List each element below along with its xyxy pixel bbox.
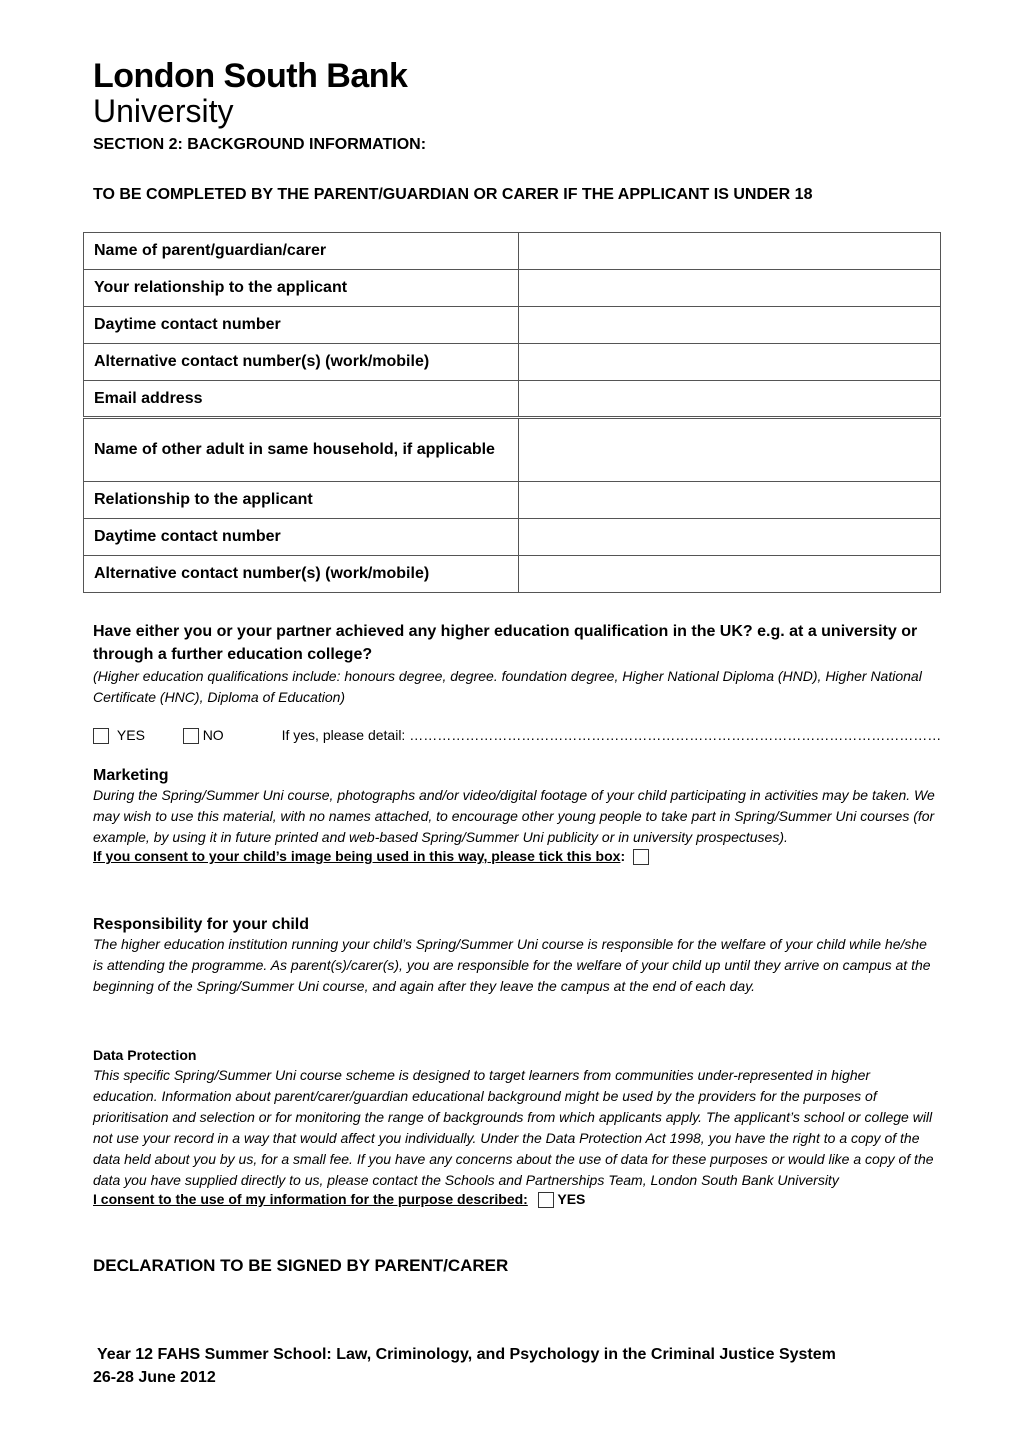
- no-label: NO: [202, 727, 224, 743]
- table-row: [84, 556, 941, 593]
- row-label: Daytime contact number: [84, 307, 519, 344]
- marketing-consent-line: [93, 848, 938, 865]
- marketing-consent-text: If you consent to your child’s image being used in this way, please tick this box: [93, 848, 621, 864]
- row-value-field[interactable]: [519, 418, 941, 482]
- marketing-section: [93, 767, 938, 865]
- row-value-field[interactable]: [519, 270, 941, 307]
- data-protection-consent-line: [93, 1191, 938, 1208]
- table-row: [84, 482, 941, 519]
- row-label: Your relationship to the applicant: [84, 270, 519, 307]
- section-subtitle: TO BE COMPLETED BY THE PARENT/GUARDIAN OR CARER IF THE APPLICANT IS UNDER 18: [93, 186, 813, 203]
- row-value-field[interactable]: [519, 482, 941, 519]
- row-label: Alternative contact number(s) (work/mobile): [84, 344, 519, 381]
- footer: [93, 1343, 836, 1389]
- marketing-text: During the Spring/Summer Uni course, photographs and/or video/digital footage of your child participating in activities may be taken. We may wish to use this material, with no names attached, to encourage other young people to take part in Spring/Summer Uni courses (for example, by using it in future printed and web-based Spring/Summer Uni publicity or in university prospectuses).: [93, 787, 935, 845]
- row-label: Relationship to the applicant: [84, 482, 519, 519]
- row-value-field[interactable]: [519, 556, 941, 593]
- responsibility-section: [93, 916, 938, 997]
- row-value-field[interactable]: [519, 307, 941, 344]
- row-value-field[interactable]: [519, 233, 941, 270]
- detail-field[interactable]: If yes, please detail: ……………………………………………………………………………………………………: [281, 727, 942, 743]
- responsibility-heading: Responsibility for your child: [93, 916, 310, 933]
- row-value-field[interactable]: [519, 519, 941, 556]
- data-protection-consent-text: I consent to the use of my information for the purpose described:: [93, 1191, 528, 1207]
- yes-checkbox[interactable]: [93, 728, 109, 744]
- footer-line-1: Year 12 FAHS Summer School: Law, Criminology, and Psychology in the Criminal Justice System: [97, 1346, 836, 1363]
- table-row: [84, 519, 941, 556]
- marketing-heading: Marketing: [93, 767, 169, 784]
- row-label: Name of other adult in same household, if applicable: [84, 418, 519, 482]
- row-value-field[interactable]: [519, 381, 941, 418]
- data-protection-section: [93, 1045, 938, 1208]
- responsibility-text: The higher education institution running your child’s Spring/Summer Uni course is responsible for the welfare of your child while he/she is attending the programme. As parent(s)/carer(s), you are responsible for the welfare of your child up until they arrive on campus at the beginning of the Spring/Summer Uni course, and again after they leave the campus at the end of each day.: [93, 936, 931, 994]
- marketing-consent-checkbox[interactable]: [633, 849, 649, 865]
- footer-line-2: 26-28 June 2012: [93, 1369, 216, 1386]
- qualification-answer-row: [93, 724, 941, 746]
- data-protection-yes-label: YES: [557, 1191, 586, 1207]
- marketing-consent-colon: :: [620, 848, 626, 864]
- no-checkbox[interactable]: [183, 728, 199, 744]
- row-value-field[interactable]: [519, 344, 941, 381]
- table-row: [84, 307, 941, 344]
- data-protection-checkbox[interactable]: [538, 1192, 554, 1208]
- parent-details-table: [83, 232, 941, 593]
- table-row: [84, 418, 941, 482]
- declaration-heading: DECLARATION TO BE SIGNED BY PARENT/CARER: [93, 1256, 509, 1275]
- table-row: [84, 381, 941, 418]
- qualification-note: (Higher education qualifications include: honours degree, degree. foundation degree, Higher National Diploma (HND), Higher National Certificate (HNC), Diploma of Education): [93, 668, 922, 705]
- data-protection-heading: Data Protection: [93, 1047, 197, 1063]
- row-label: Daytime contact number: [84, 519, 519, 556]
- row-label: Name of parent/guardian/carer: [84, 233, 519, 270]
- data-protection-text: This specific Spring/Summer Uni course scheme is designed to target learners from communities under-represented in higher education. Information about parent/carer/guardian educational background might be used by the providers for the purposes of prioritisation and selection or for monitoring the range of backgrounds from which applicants apply. The applicant’s school or college will not use your record in a way that would affect you individually. Under the Data Protection Act 1998, you have the right to a copy of the data held about you by us, for a small fee. If you have any concerns about the use of data for these purposes or would like a copy of the data you have supplied directly to us, please contact the Schools and Partnerships Team, London South Bank University: [93, 1067, 934, 1188]
- table-row: [84, 344, 941, 381]
- row-label: Alternative contact number(s) (work/mobile): [84, 556, 519, 593]
- section-title: SECTION 2: BACKGROUND INFORMATION:: [93, 136, 427, 153]
- table-row: [84, 233, 941, 270]
- yes-label: YES: [116, 727, 145, 743]
- table-row: [84, 270, 941, 307]
- qualification-question: Have either you or your partner achieved any higher education qualification in the UK? e.g. at a university or through a further education college?: [93, 623, 918, 663]
- logo-line-2: University: [93, 93, 234, 129]
- logo-line-1: London South Bank: [93, 57, 408, 95]
- row-label: Email address: [84, 381, 519, 418]
